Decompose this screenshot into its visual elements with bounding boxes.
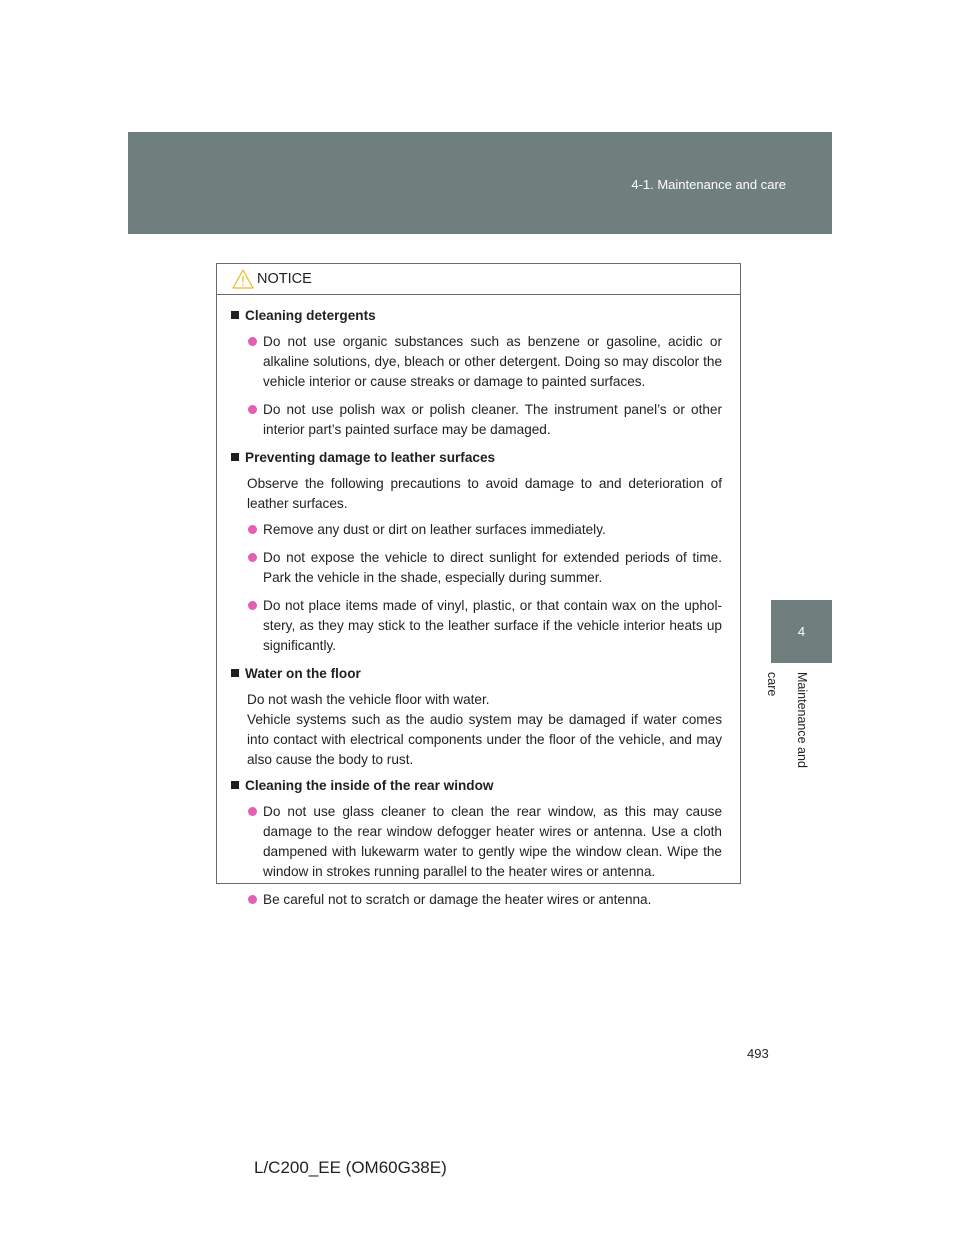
round-bullet-icon	[248, 601, 257, 610]
chapter-label: Maintenance and care	[765, 672, 809, 768]
chapter-number: 4	[797, 624, 806, 639]
section-heading: Water on the floor	[231, 664, 722, 684]
square-bullet-icon	[231, 311, 239, 319]
notice-body	[217, 295, 740, 910]
round-bullet-icon	[248, 895, 257, 904]
chapter-tab	[771, 600, 832, 663]
list-item: Remove any dust or dirt on leather surfaces immediately.	[247, 520, 722, 540]
section-intro: Observe the following precautions to avoid damage to and deterioration of leather surfaces.	[247, 476, 722, 511]
square-bullet-icon	[231, 781, 239, 789]
list-item: Do not place items made of vinyl, plastic, or that contain wax on the uphol-stery, as they may stick to the leather surface if the vehicle interior heats up significantly.	[247, 596, 722, 656]
section-heading: Preventing damage to leather surfaces	[231, 448, 722, 468]
round-bullet-icon	[248, 807, 257, 816]
list-item: Do not use polish wax or polish cleaner. The instrument panel’s or other interior part’s painted surface may be damaged.	[247, 400, 722, 440]
square-bullet-icon	[231, 453, 239, 461]
section-title: 4-1. Maintenance and care	[631, 177, 786, 192]
section-heading: Cleaning detergents	[231, 306, 722, 326]
notice-box	[216, 263, 741, 907]
list-item: Do not use organic substances such as benzene or gasoline, acidic or alkaline solutions, dye, bleach or other detergent. Doing so may discolor the vehicle interior or cause streaks or damage to painted surfaces.	[247, 332, 722, 392]
page-number: 493	[747, 1046, 769, 1061]
section-intro: Do not wash the vehicle floor with water.	[247, 692, 490, 707]
square-bullet-icon	[231, 669, 239, 677]
document-code: L/C200_EE (OM60G38E)	[254, 1158, 447, 1177]
round-bullet-icon	[248, 553, 257, 562]
list-item: Be careful not to scratch or damage the heater wires or antenna.	[247, 890, 722, 910]
warning-triangle-icon	[232, 269, 254, 289]
round-bullet-icon	[248, 525, 257, 534]
round-bullet-icon	[248, 405, 257, 414]
list-item: Do not expose the vehicle to direct sunlight for extended periods of time. Park the vehicle in the shade, especially during summer.	[247, 548, 722, 588]
section-text: Vehicle systems such as the audio system may be damaged if water comes into contact with electrical components under the floor of the vehicle, and may also cause the body to rust.	[247, 712, 722, 767]
notice-title: NOTICE	[257, 271, 312, 287]
header-band	[128, 132, 832, 234]
section-heading: Cleaning the inside of the rear window	[231, 776, 722, 796]
round-bullet-icon	[248, 337, 257, 346]
notice-header	[217, 264, 740, 295]
list-item: Do not use glass cleaner to clean the rear window, as this may cause damage to the rear window defogger heater wires or antenna. Use a cloth dampened with lukewarm water to gently wipe the window clean. Wipe the window in strokes running parallel to the heater wires or antenna.	[247, 802, 722, 882]
